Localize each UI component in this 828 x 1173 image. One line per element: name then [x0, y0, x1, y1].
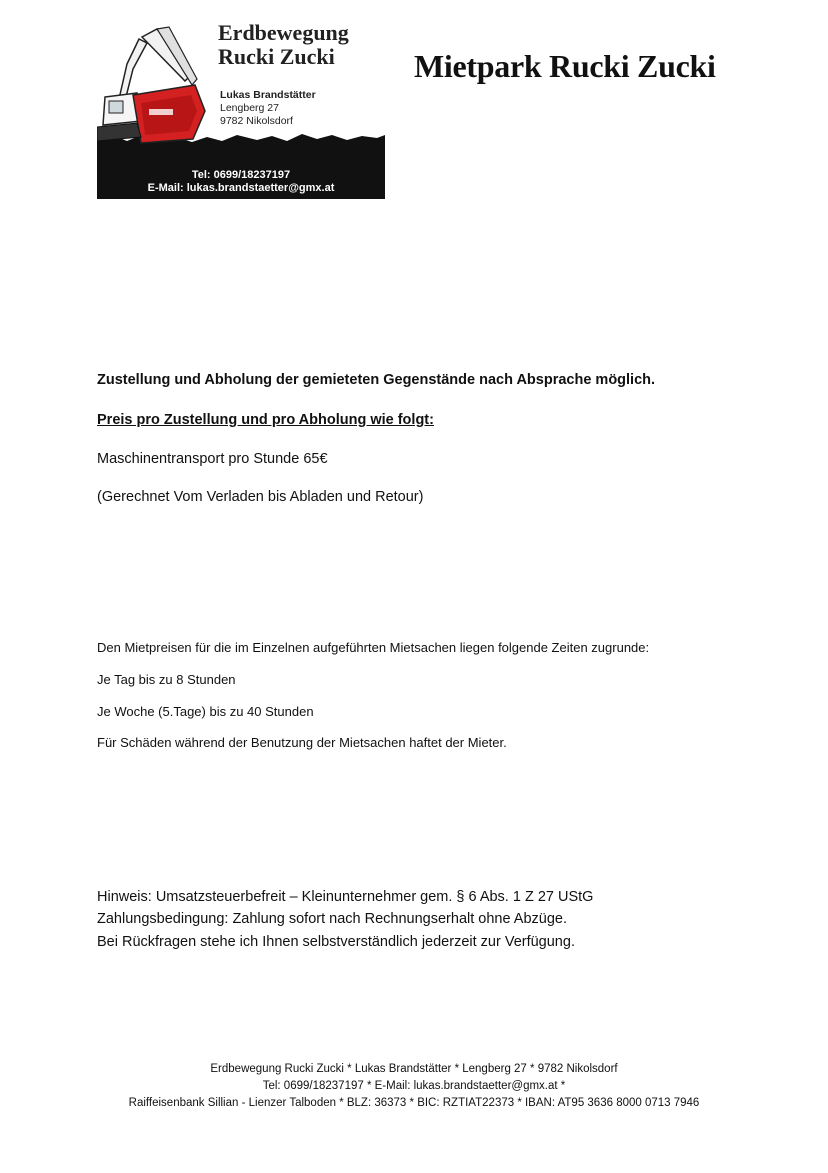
price-heading: Preis pro Zustellung und pro Abholung wie folgt: — [97, 412, 434, 428]
liability-note: Für Schäden während der Benutzung der Mietsachen haftet der Mieter. — [97, 735, 507, 750]
logo-street: Lengberg 27 — [220, 102, 279, 114]
rental-terms-intro: Den Mietpreisen für die im Einzelnen aufgeführten Mietsachen liegen folgende Zeiten zugrunde: — [97, 640, 650, 655]
logo-contact-band — [97, 169, 385, 199]
footer-address: Erdbewegung Rucki Zucki * Lukas Brandstätter * Lengberg 27 * 9782 Nikolsdorf — [210, 1063, 618, 1075]
logo-city: 9782 Nikolsdorf — [220, 115, 293, 127]
logo-phone: Tel: 0699/18237197 — [191, 169, 291, 181]
logo-email: E-Mail: lukas.brandstaetter@gmx.at — [147, 182, 335, 194]
tax-notice: Hinweis: Umsatzsteuerbefreit – Kleinunternehmer gem. § 6 Abs. 1 Z 27 UStG — [97, 889, 594, 905]
rental-term-week: Je Woche (5.Tage) bis zu 40 Stunden — [97, 704, 314, 719]
logo-title-line2: Rucki Zucki — [218, 44, 335, 69]
delivery-intro: Zustellung und Abholung der gemieteten Gegenstände nach Absprache möglich. — [97, 372, 656, 388]
logo-company-name — [218, 21, 349, 69]
transport-price: Maschinentransport pro Stunde 65€ — [97, 451, 328, 467]
logo-address — [220, 89, 316, 128]
logo-owner-name: Lukas Brandstätter — [220, 89, 316, 101]
page-title: Mietpark Rucki Zucki — [414, 48, 716, 84]
transport-note: (Gerechnet Vom Verladen bis Abladen und Retour) — [97, 489, 424, 505]
logo-title-line1: Erdbewegung — [218, 20, 349, 45]
footer-contact: Tel: 0699/18237197 * E-Mail: lukas.brandstaetter@gmx.at * — [262, 1080, 566, 1092]
company-logo — [97, 19, 385, 199]
rental-term-day: Je Tag bis zu 8 Stunden — [97, 672, 236, 687]
payment-terms: Zahlungsbedingung: Zahlung sofort nach Rechnungserhalt ohne Abzüge. — [97, 911, 567, 927]
questions-note: Bei Rückfragen stehe ich Ihnen selbstverständlich jederzeit zur Verfügung. — [97, 934, 575, 950]
footer-bank: Raiffeisenbank Sillian - Lienzer Talboden * BLZ: 36373 * BIC: RZTIAT22373 * IBAN: AT95 3636 8000 0713 7946 — [128, 1097, 700, 1109]
